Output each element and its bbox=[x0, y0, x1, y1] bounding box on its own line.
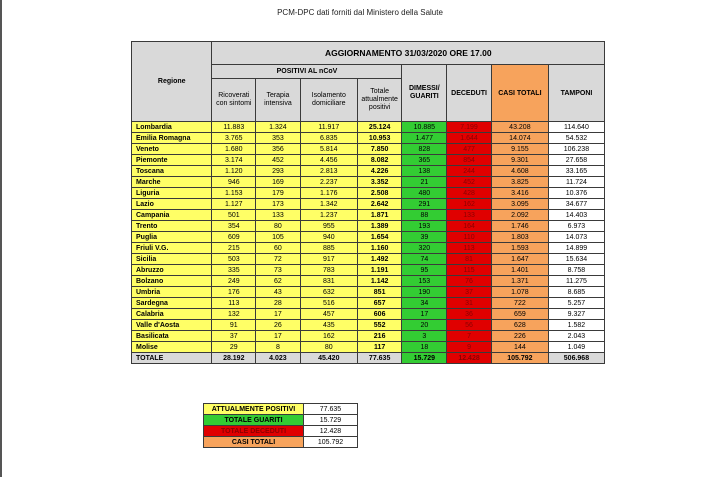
cell-casi: 9.155 bbox=[491, 144, 548, 155]
cell-tamponi: 8.685 bbox=[548, 287, 604, 298]
cell-tamponi: 8.758 bbox=[548, 265, 604, 276]
cell-isolamento: 11.917 bbox=[300, 122, 357, 133]
cell-terapia: 43 bbox=[256, 287, 301, 298]
cell-dimessi: 480 bbox=[402, 188, 447, 199]
cell-deceduti: 31 bbox=[447, 298, 492, 309]
cell-deceduti: 244 bbox=[447, 166, 492, 177]
cell-deceduti: 477 bbox=[447, 144, 492, 155]
cell-tamponi: 11.724 bbox=[548, 177, 604, 188]
cell-casi: 1.401 bbox=[491, 265, 548, 276]
cell-dimessi: 34 bbox=[402, 298, 447, 309]
cell-ricoverati: 501 bbox=[212, 210, 256, 221]
table-row bbox=[132, 265, 605, 276]
cell-dimessi: 828 bbox=[402, 144, 447, 155]
table-row bbox=[132, 320, 605, 331]
summary-value: 105.792 bbox=[304, 437, 358, 448]
summary-label: ATTUALMENTE POSITIVI bbox=[204, 404, 304, 415]
cell-ricoverati: 29 bbox=[212, 342, 256, 353]
cell-isolamento: 917 bbox=[300, 254, 357, 265]
cell-dimessi: 21 bbox=[402, 177, 447, 188]
cell-deceduti: 113 bbox=[447, 243, 492, 254]
cell-isolamento: 885 bbox=[300, 243, 357, 254]
cell-ricoverati: 354 bbox=[212, 221, 256, 232]
cell-ricoverati: 609 bbox=[212, 232, 256, 243]
cell-tamponi: 33.165 bbox=[548, 166, 604, 177]
cell-terapia: 1.324 bbox=[256, 122, 301, 133]
cell-totale-total: 77.635 bbox=[357, 353, 402, 364]
summary-label: CASI TOTALI bbox=[204, 437, 304, 448]
table-row bbox=[132, 353, 605, 364]
cell-terapia: 62 bbox=[256, 276, 301, 287]
table-row bbox=[132, 331, 605, 342]
cell-tamponi: 1.049 bbox=[548, 342, 604, 353]
cell-ricoverati-total: 28.192 bbox=[212, 353, 256, 364]
cell-dimessi: 153 bbox=[402, 276, 447, 287]
cell-casi: 1.371 bbox=[491, 276, 548, 287]
cell-isolamento: 162 bbox=[300, 331, 357, 342]
cell-isolamento: 6.835 bbox=[300, 133, 357, 144]
table-row bbox=[132, 166, 605, 177]
cell-terapia-total: 4.023 bbox=[256, 353, 301, 364]
cell-terapia: 169 bbox=[256, 177, 301, 188]
cell-region: Campania bbox=[132, 210, 212, 221]
cell-totale: 657 bbox=[357, 298, 402, 309]
cell-terapia: 73 bbox=[256, 265, 301, 276]
cell-dimessi: 138 bbox=[402, 166, 447, 177]
cell-deceduti: 76 bbox=[447, 276, 492, 287]
cell-casi: 628 bbox=[491, 320, 548, 331]
cell-terapia: 179 bbox=[256, 188, 301, 199]
cell-totale: 10.953 bbox=[357, 133, 402, 144]
cell-tamponi: 10.376 bbox=[548, 188, 604, 199]
cell-isolamento: 4.456 bbox=[300, 155, 357, 166]
cell-region: Puglia bbox=[132, 232, 212, 243]
cell-isolamento: 1.237 bbox=[300, 210, 357, 221]
cell-casi: 9.301 bbox=[491, 155, 548, 166]
header-update: AGGIORNAMENTO 31/03/2020 ORE 17.00 bbox=[212, 42, 605, 65]
cell-region: Bolzano bbox=[132, 276, 212, 287]
cell-region: Lazio bbox=[132, 199, 212, 210]
cell-terapia: 133 bbox=[256, 210, 301, 221]
cell-region: Abruzzo bbox=[132, 265, 212, 276]
cell-tamponi: 6.973 bbox=[548, 221, 604, 232]
cell-dimessi: 20 bbox=[402, 320, 447, 331]
cell-isolamento: 457 bbox=[300, 309, 357, 320]
cell-totale: 2.508 bbox=[357, 188, 402, 199]
cell-tamponi: 15.634 bbox=[548, 254, 604, 265]
cell-ricoverati: 132 bbox=[212, 309, 256, 320]
table-row bbox=[132, 243, 605, 254]
cell-terapia: 353 bbox=[256, 133, 301, 144]
summary-row bbox=[204, 426, 358, 437]
cell-tamponi: 34.677 bbox=[548, 199, 604, 210]
cell-casi: 226 bbox=[491, 331, 548, 342]
table-row bbox=[132, 232, 605, 243]
cell-region: Veneto bbox=[132, 144, 212, 155]
cell-region-total: TOTALE bbox=[132, 353, 212, 364]
cell-totale: 7.850 bbox=[357, 144, 402, 155]
cell-region: Calabria bbox=[132, 309, 212, 320]
cell-isolamento: 2.237 bbox=[300, 177, 357, 188]
cell-region: Lombardia bbox=[132, 122, 212, 133]
table-row bbox=[132, 298, 605, 309]
cell-casi: 722 bbox=[491, 298, 548, 309]
cell-casi: 144 bbox=[491, 342, 548, 353]
cell-casi: 1.746 bbox=[491, 221, 548, 232]
cell-isolamento: 5.814 bbox=[300, 144, 357, 155]
table-row bbox=[132, 221, 605, 232]
cell-isolamento: 831 bbox=[300, 276, 357, 287]
table-row bbox=[132, 177, 605, 188]
cell-region: Piemonte bbox=[132, 155, 212, 166]
cell-isolamento: 1.342 bbox=[300, 199, 357, 210]
cell-deceduti: 9 bbox=[447, 342, 492, 353]
cell-casi: 43.208 bbox=[491, 122, 548, 133]
cell-ricoverati: 249 bbox=[212, 276, 256, 287]
header-deceduti: DECEDUTI bbox=[447, 65, 492, 122]
cell-terapia: 26 bbox=[256, 320, 301, 331]
table-row bbox=[132, 210, 605, 221]
table-row bbox=[132, 188, 605, 199]
cell-totale: 1.191 bbox=[357, 265, 402, 276]
cell-ricoverati: 1.680 bbox=[212, 144, 256, 155]
cell-tamponi: 14.403 bbox=[548, 210, 604, 221]
cell-dimessi: 95 bbox=[402, 265, 447, 276]
cell-terapia: 173 bbox=[256, 199, 301, 210]
header-terapia: Terapia intensiva bbox=[256, 79, 301, 122]
cell-terapia: 356 bbox=[256, 144, 301, 155]
cell-ricoverati: 37 bbox=[212, 331, 256, 342]
cell-terapia: 105 bbox=[256, 232, 301, 243]
cell-ricoverati: 3.174 bbox=[212, 155, 256, 166]
cell-dimessi: 18 bbox=[402, 342, 447, 353]
cell-dimessi: 39 bbox=[402, 232, 447, 243]
cell-totale: 25.124 bbox=[357, 122, 402, 133]
cell-isolamento: 955 bbox=[300, 221, 357, 232]
header-tamponi: TAMPONI bbox=[548, 65, 604, 122]
cell-region: Sicilia bbox=[132, 254, 212, 265]
cell-terapia: 452 bbox=[256, 155, 301, 166]
cell-region: Friuli V.G. bbox=[132, 243, 212, 254]
cell-tamponi: 9.327 bbox=[548, 309, 604, 320]
cell-isolamento: 435 bbox=[300, 320, 357, 331]
cell-region: Umbria bbox=[132, 287, 212, 298]
cell-deceduti-total: 12.428 bbox=[447, 353, 492, 364]
cell-dimessi: 190 bbox=[402, 287, 447, 298]
cell-terapia: 80 bbox=[256, 221, 301, 232]
cell-terapia: 17 bbox=[256, 331, 301, 342]
cell-totale: 1.492 bbox=[357, 254, 402, 265]
cell-casi: 1.593 bbox=[491, 243, 548, 254]
header-region: Regione bbox=[132, 42, 212, 122]
cell-totale: 1.389 bbox=[357, 221, 402, 232]
cell-deceduti: 428 bbox=[447, 188, 492, 199]
header-totale-positivi: Totale attualmente positivi bbox=[357, 79, 402, 122]
cell-region: Basilicata bbox=[132, 331, 212, 342]
cell-ricoverati: 335 bbox=[212, 265, 256, 276]
cell-tamponi: 14.899 bbox=[548, 243, 604, 254]
summary-body bbox=[204, 404, 358, 448]
cell-region: Liguria bbox=[132, 188, 212, 199]
cell-ricoverati: 503 bbox=[212, 254, 256, 265]
cell-totale: 216 bbox=[357, 331, 402, 342]
cell-casi: 659 bbox=[491, 309, 548, 320]
cell-totale: 1.160 bbox=[357, 243, 402, 254]
cell-isolamento-total: 45.420 bbox=[300, 353, 357, 364]
summary-value: 12.428 bbox=[304, 426, 358, 437]
cell-ricoverati: 176 bbox=[212, 287, 256, 298]
cell-casi: 3.095 bbox=[491, 199, 548, 210]
cell-dimessi: 88 bbox=[402, 210, 447, 221]
cell-deceduti: 115 bbox=[447, 265, 492, 276]
header-isolamento: Isolamento domiciliare bbox=[300, 79, 357, 122]
table-row bbox=[132, 287, 605, 298]
cell-region: Toscana bbox=[132, 166, 212, 177]
table-body bbox=[132, 122, 605, 364]
cell-totale: 4.226 bbox=[357, 166, 402, 177]
cell-ricoverati: 3.765 bbox=[212, 133, 256, 144]
cell-casi: 2.092 bbox=[491, 210, 548, 221]
cell-deceduti: 854 bbox=[447, 155, 492, 166]
table-row bbox=[132, 199, 605, 210]
cell-region: Marche bbox=[132, 177, 212, 188]
table-row bbox=[132, 122, 605, 133]
cell-region: Trento bbox=[132, 221, 212, 232]
summary-row bbox=[204, 415, 358, 426]
cell-deceduti: 1.644 bbox=[447, 133, 492, 144]
summary-row bbox=[204, 437, 358, 448]
table-row bbox=[132, 254, 605, 265]
cell-region: Valle d'Aosta bbox=[132, 320, 212, 331]
cell-dimessi: 193 bbox=[402, 221, 447, 232]
header-ricoverati: Ricoverati con sintomi bbox=[212, 79, 256, 122]
cell-totale: 3.352 bbox=[357, 177, 402, 188]
summary-value: 15.729 bbox=[304, 415, 358, 426]
table-row bbox=[132, 133, 605, 144]
cell-terapia: 72 bbox=[256, 254, 301, 265]
cell-totale: 8.082 bbox=[357, 155, 402, 166]
cell-totale: 1.871 bbox=[357, 210, 402, 221]
cell-deceduti: 133 bbox=[447, 210, 492, 221]
cell-ricoverati: 113 bbox=[212, 298, 256, 309]
page-title: PCM-DPC dati forniti dal Ministero della Salute bbox=[277, 8, 443, 17]
cell-casi: 1.647 bbox=[491, 254, 548, 265]
table-row bbox=[132, 276, 605, 287]
cell-deceduti: 7.199 bbox=[447, 122, 492, 133]
cell-deceduti: 162 bbox=[447, 199, 492, 210]
cell-isolamento: 940 bbox=[300, 232, 357, 243]
header-dimessi: DIMESSI/ GUARITI bbox=[402, 65, 447, 122]
cell-casi: 3.416 bbox=[491, 188, 548, 199]
cell-deceduti: 7 bbox=[447, 331, 492, 342]
cell-totale: 552 bbox=[357, 320, 402, 331]
cell-casi: 1.078 bbox=[491, 287, 548, 298]
summary-table bbox=[203, 403, 358, 448]
cell-deceduti: 36 bbox=[447, 309, 492, 320]
cell-casi: 14.074 bbox=[491, 133, 548, 144]
cell-isolamento: 1.176 bbox=[300, 188, 357, 199]
summary-row bbox=[204, 404, 358, 415]
cell-region: Molise bbox=[132, 342, 212, 353]
cell-tamponi-total: 506.968 bbox=[548, 353, 604, 364]
cell-tamponi: 106.238 bbox=[548, 144, 604, 155]
summary-label: TOTALE GUARITI bbox=[204, 415, 304, 426]
cell-ricoverati: 11.883 bbox=[212, 122, 256, 133]
cell-isolamento: 80 bbox=[300, 342, 357, 353]
cell-ricoverati: 1.127 bbox=[212, 199, 256, 210]
cell-dimessi: 1.477 bbox=[402, 133, 447, 144]
cell-tamponi: 11.275 bbox=[548, 276, 604, 287]
cell-totale: 851 bbox=[357, 287, 402, 298]
cell-tamponi: 27.658 bbox=[548, 155, 604, 166]
cell-ricoverati: 946 bbox=[212, 177, 256, 188]
cell-dimessi: 320 bbox=[402, 243, 447, 254]
table-row bbox=[132, 342, 605, 353]
cell-terapia: 17 bbox=[256, 309, 301, 320]
cell-dimessi: 3 bbox=[402, 331, 447, 342]
header-casi-totali: CASI TOTALI bbox=[491, 65, 548, 122]
summary-value: 77.635 bbox=[304, 404, 358, 415]
cell-tamponi: 5.257 bbox=[548, 298, 604, 309]
cell-tamponi: 14.073 bbox=[548, 232, 604, 243]
cell-dimessi: 74 bbox=[402, 254, 447, 265]
summary-label: TOTALE DECEDUTI bbox=[204, 426, 304, 437]
cell-casi: 3.825 bbox=[491, 177, 548, 188]
cell-isolamento: 2.813 bbox=[300, 166, 357, 177]
cell-ricoverati: 91 bbox=[212, 320, 256, 331]
cell-deceduti: 56 bbox=[447, 320, 492, 331]
cell-dimessi: 365 bbox=[402, 155, 447, 166]
cell-totale: 606 bbox=[357, 309, 402, 320]
cell-terapia: 293 bbox=[256, 166, 301, 177]
cell-totale: 1.142 bbox=[357, 276, 402, 287]
window-left-edge bbox=[0, 0, 2, 477]
cell-casi: 4.608 bbox=[491, 166, 548, 177]
cell-terapia: 8 bbox=[256, 342, 301, 353]
cell-totale: 2.642 bbox=[357, 199, 402, 210]
cell-region: Sardegna bbox=[132, 298, 212, 309]
cell-terapia: 60 bbox=[256, 243, 301, 254]
cell-deceduti: 81 bbox=[447, 254, 492, 265]
covid-regions-table bbox=[131, 41, 605, 364]
cell-ricoverati: 215 bbox=[212, 243, 256, 254]
cell-tamponi: 114.640 bbox=[548, 122, 604, 133]
table-row bbox=[132, 144, 605, 155]
cell-dimessi: 17 bbox=[402, 309, 447, 320]
cell-tamponi: 2.043 bbox=[548, 331, 604, 342]
cell-totale: 1.654 bbox=[357, 232, 402, 243]
cell-tamponi: 1.582 bbox=[548, 320, 604, 331]
cell-casi: 1.803 bbox=[491, 232, 548, 243]
cell-region: Emilia Romagna bbox=[132, 133, 212, 144]
cell-deceduti: 452 bbox=[447, 177, 492, 188]
cell-totale: 117 bbox=[357, 342, 402, 353]
header-positive-group: POSITIVI AL nCoV bbox=[212, 65, 402, 79]
cell-deceduti: 164 bbox=[447, 221, 492, 232]
table-row bbox=[132, 309, 605, 320]
cell-tamponi: 54.532 bbox=[548, 133, 604, 144]
cell-isolamento: 783 bbox=[300, 265, 357, 276]
cell-dimessi: 291 bbox=[402, 199, 447, 210]
cell-dimessi: 10.885 bbox=[402, 122, 447, 133]
cell-dimessi-total: 15.729 bbox=[402, 353, 447, 364]
cell-casi-total: 105.792 bbox=[491, 353, 548, 364]
cell-ricoverati: 1.153 bbox=[212, 188, 256, 199]
table-row bbox=[132, 155, 605, 166]
cell-deceduti: 110 bbox=[447, 232, 492, 243]
cell-ricoverati: 1.120 bbox=[212, 166, 256, 177]
cell-deceduti: 37 bbox=[447, 287, 492, 298]
cell-terapia: 28 bbox=[256, 298, 301, 309]
cell-isolamento: 516 bbox=[300, 298, 357, 309]
cell-isolamento: 632 bbox=[300, 287, 357, 298]
